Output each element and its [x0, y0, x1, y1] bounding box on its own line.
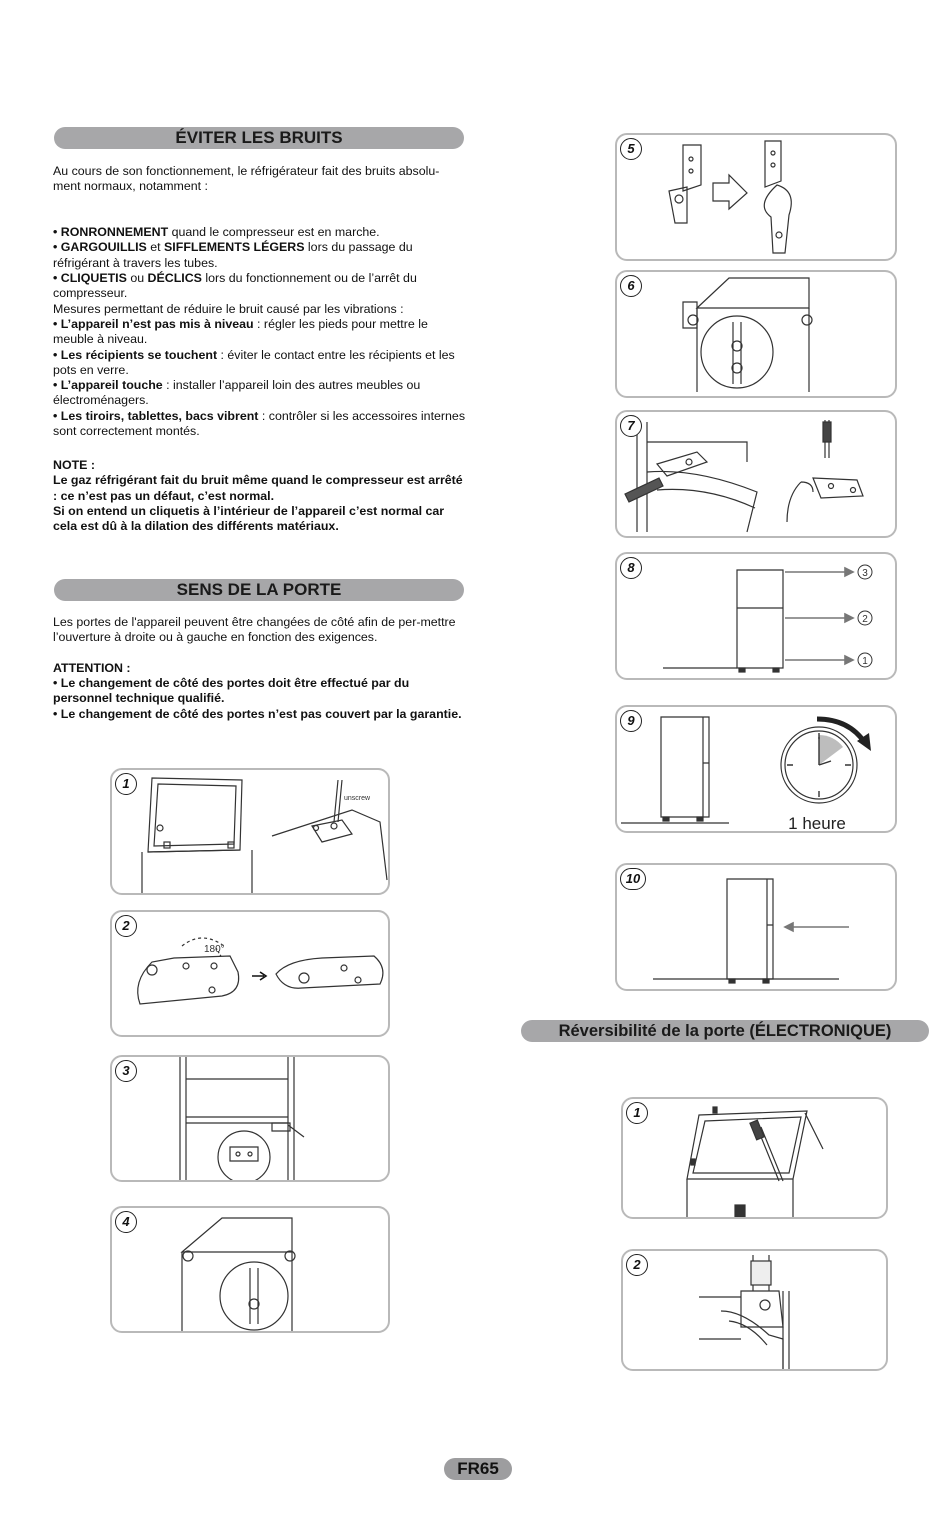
measure-3: [53, 378, 465, 409]
door-section-title: SENS DE LA PORTE: [54, 579, 464, 601]
measure-rest: : éviter le contact entre les récipients et les pots en verre.: [53, 347, 455, 377]
electronic-step-1-panel: [621, 1097, 888, 1219]
door-bottom-hinge-illustration: [617, 412, 897, 538]
step-2-panel: [110, 910, 390, 1037]
step-3-panel: [110, 1055, 390, 1182]
fridge-top-open-illustration: [617, 272, 897, 398]
note-label: NOTE :: [53, 458, 95, 472]
item-bold2: SIFFLEMENTS LÉGERS: [164, 240, 305, 255]
noise-section-title: ÉVITER LES BRUITS: [54, 127, 464, 149]
step-9-panel: [615, 705, 897, 833]
step-10-panel: [615, 863, 897, 991]
item-rest: lors du passage du réfrigérant à travers les tubes.: [53, 240, 413, 270]
measure-bold: • L’appareil n’est pas mis à niveau: [53, 316, 254, 331]
measure-bold: • Les tiroirs, tablettes, bacs vibrent: [53, 408, 259, 423]
item-mid: et: [146, 240, 165, 255]
measure-4: [53, 409, 465, 440]
one-hour-label: 1 heure: [788, 814, 846, 833]
noise-item-1: [53, 225, 465, 240]
step-6-panel: [615, 270, 897, 398]
step-7-panel: [615, 410, 897, 538]
noise-text: [53, 164, 465, 439]
step-1-number: 1: [115, 773, 137, 795]
electronic-top-hinge-illustration: [623, 1099, 888, 1219]
fridge-side-arrows-illustration: [617, 554, 897, 680]
step-4-number: 4: [115, 1211, 137, 1233]
item-rest: lors du fonctionnement ou de l’arrêt du compresseur.: [53, 271, 417, 301]
step-3-number: 3: [115, 1060, 137, 1082]
step-2-number: 2: [115, 915, 137, 937]
item-mid: ou: [126, 271, 148, 286]
attention-label: ATTENTION :: [53, 660, 131, 675]
measure-rest: : régler les pieds pour mettre le meuble à niveau.: [53, 316, 428, 347]
item-bold2: DÉCLICS: [147, 271, 202, 286]
electronic-step-2-number: 2: [626, 1254, 648, 1276]
door-intro: Les portes de l'appareil peuvent être changées de côté afin de per-mettre l’ouverture à droite ou à gauche en fonction des exigences.: [53, 615, 456, 645]
measure-bold: • L’appareil touche: [53, 378, 163, 393]
electronic-step-1-number: 1: [626, 1102, 648, 1124]
electronic-hinge-detail-illustration: [623, 1251, 888, 1371]
step-10-number: 10: [620, 868, 646, 890]
unscrew-label: unscrew: [344, 795, 371, 802]
attention-1: • Le changement de côté des portes doit être effectué par du personnel technique qualifié.: [53, 676, 410, 706]
circle-3-label: 3: [862, 568, 868, 579]
item-bold: • RONRONNEMENT: [53, 225, 169, 240]
step-4-panel: [110, 1206, 390, 1333]
note-block: [53, 458, 465, 534]
noise-item-2: [53, 240, 465, 271]
fridge-middle-hinge-illustration: [112, 1057, 390, 1182]
electronic-step-2-panel: [621, 1249, 888, 1371]
item-rest: quand le compresseur est en marche.: [168, 225, 380, 240]
measure-rest: : contrôler si les accessoires internes sont correctement montés.: [53, 408, 466, 439]
attention-2: • Le changement de côté des portes n’est pas couvert par la garantie.: [53, 706, 462, 721]
step-9-number: 9: [620, 710, 642, 732]
step-5-number: 5: [620, 138, 642, 160]
item-bold: • GARGOUILLIS: [53, 240, 147, 255]
door-text: [53, 615, 465, 722]
note-line-2: Si on entend un cliquetis à l’intérieur de l’appareil c’est normal car cela est dû à la dilation des différents matériaux.: [53, 503, 445, 534]
step-6-number: 6: [620, 275, 642, 297]
step-5-panel: [615, 133, 897, 261]
wait-one-hour-illustration: [617, 707, 897, 833]
measure-1: [53, 317, 465, 348]
noise-intro: Au cours de son fonctionnement, le réfrigérateur fait des bruits absolu-ment normaux, notamment :: [53, 164, 440, 194]
page-number: FR65: [444, 1458, 512, 1480]
note-line-1: Le gaz réfrigérant fait du bruit même quand le compresseur est arrêté : ce n’est pas un défaut, c’est normal.: [53, 473, 463, 503]
hinge-rotate-illustration: [112, 912, 390, 1037]
top-hinge-illustration: [112, 770, 390, 895]
rotation-label: 180°: [204, 944, 225, 955]
measure-bold: • Les récipients se touchent: [53, 347, 218, 362]
step-8-panel: [615, 552, 897, 680]
circle-1-label: 1: [862, 656, 868, 667]
hinge-pin-swap-illustration: [617, 135, 897, 261]
measure-2: [53, 348, 465, 379]
step-7-number: 7: [620, 415, 642, 437]
fridge-push-back-illustration: [617, 865, 897, 991]
electronic-section-title: Réversibilité de la porte (ÉLECTRONIQUE): [521, 1020, 929, 1042]
circle-2-label: 2: [862, 614, 868, 625]
noise-item-3: [53, 271, 465, 302]
fridge-top-hinge-illustration: [112, 1208, 390, 1333]
measure-rest: : installer l’appareil loin des autres meubles ou électroménagers.: [53, 378, 421, 408]
step-1-panel: [110, 768, 390, 895]
item-bold: • CLIQUETIS: [53, 271, 127, 286]
measures-intro: Mesures permettant de réduire le bruit causé par les vibrations :: [53, 301, 404, 316]
step-8-number: 8: [620, 557, 642, 579]
